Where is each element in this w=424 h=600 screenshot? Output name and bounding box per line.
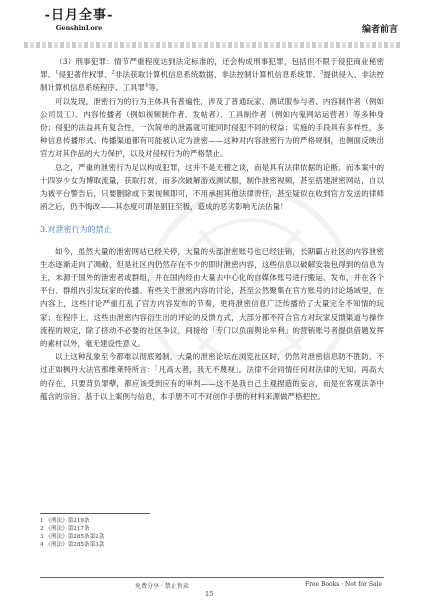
footnote-item: 4 《刑法》第285条第3款 [40,542,105,548]
section-title: 编者前言 [361,25,398,35]
footnotes [40,513,384,549]
paragraph-current-situation: 如今，虽然大量的泄密网站已经关停，大量的头部泄密账号也已经注销，长期霸占社区的内容泄密生态逐渐走向了凋敝，但是社区内仍然存在不少的即时泄密内容，这些信息以破解安装包得到的信息为主，未源于国外的泄密者或群组，并在国内经由大量去中心化的自媒体账号进行搬运、发布，并在各个平台、群组内引发玩家的传播。有些关于泄密内容的讨论，甚至公然聚集在官方账号的讨论场域里，在内容上，这些讨论严重打乱了官方内容发布的节奏，更将泄密信息广泛传播给了大量完全不知情的玩家；在程序上，这些由泄密内容衍生出的评论的反馈方式，大部分都不符合官方对玩家反馈渠道与操作流程的规定，除了挤动不必要的社区争议，间接给「专门以负面舆论牟利」的营销账号者提供借题发挥的素材以外，毫无建设性意义。 [40,246,384,349]
paragraph-criminal-offense [40,55,384,95]
paragraph-text: （3）刑事犯罪：情节严重程度达到法定标准的，还会构成刑事犯罪，包括但不限于侵犯商业秘密罪、 [40,57,384,80]
main-content [40,55,384,403]
page-header [24,6,400,42]
logo-title: -日月全事- [44,8,114,23]
paragraph-text: 等。 [148,83,164,93]
page-footer [40,577,384,597]
paragraph-text: 侵犯著作权罪、 [58,70,112,80]
footnote-divider [40,513,150,514]
paragraph-text: 非法获取计算机信息系统数据、非法控制计算机信息系统罪、 [114,70,321,80]
header-decorative-border [24,42,400,48]
paragraph-analysis: 可以发现，泄密行为的行为主体具有普遍性，涉及了普通玩家、测试服参与者、内容制作者（例如公司员工）、内容传播者（例如视频制作者、发帖者）、工具制作者（例如内鬼网站运营者）等多种身份；侵犯的法益具有复合性，一次简单的泄露就可能同时侵犯不同的权益；实施的手段具有多样性，多种信息传播形式、传播渠道都有可能被认定为泄密——这种对内容泄密行为的严格规制，也侧面反映出官方对其作品的大力保护，以及对侵权行为的严格禁止。 [40,96,384,159]
subsection-heading: 3.对泄密行为的禁止 [40,225,112,235]
footer-notice: 免费分享 · 禁止售卖 [135,583,189,590]
footnote-ref[interactable]: 2 [111,69,115,76]
footnote-ref[interactable]: 4 [145,82,149,89]
footnote-item: 1 《刑法》第219条 [40,518,90,524]
footer-divider [40,577,384,578]
footnote-ref[interactable]: 3 [320,69,324,76]
footnote-item: 2 《刑法》第217条 [40,526,90,532]
footer-notice-english: Free Books · Not for Sale [304,581,382,588]
paragraph-conclusion: 以上这种乱象至今都难以彻底遏制，大量的泄密论坛在浏览社区时，仍然对泄密信息防不胜防。不过正如枫丹大法官那维莱特所言：「凡高大者，我无不蔑视」。法律不会同情任何对法律的无知。再高大的存在，只要背负罪孽，都应该受到应有的审判——这不是我自己主观捏造的妄言，而是在客观法条中蕴含的宗旨。基于以上案例与信息，本手册不可不对创作手册的材料来源做严格把控。 [40,352,384,401]
paragraph-summary: 总之，严重的泄密行为足以构成犯罪，这并不是无稽之谈，而是具有法律依据的论断。而本案中的十四岁少女为博取流量，获取打赏，而多次破解游戏测试服，制作泄密视频，甚至搭建泄密网站，自以为被平台警告后，只要删除或下架视频即可，不用承担其他法律责任，甚至疑似在收到官方发送的律师函之后，仍不悔改——其态度可谓是猖狂至极，造成的恶劣影响无法估量！ [40,162,384,212]
page-number: 15 [205,590,214,598]
genshinlore-logo [30,8,128,40]
footnote-ref[interactable]: 1 [55,69,59,76]
logo-subtitle: GenshinLore [55,24,103,32]
paragraph-text: 提供侵入、非法控制计算机信息系统程序、工具罪 [40,70,385,93]
footnote-item: 3 《刑法》第285条第2款 [40,534,105,540]
